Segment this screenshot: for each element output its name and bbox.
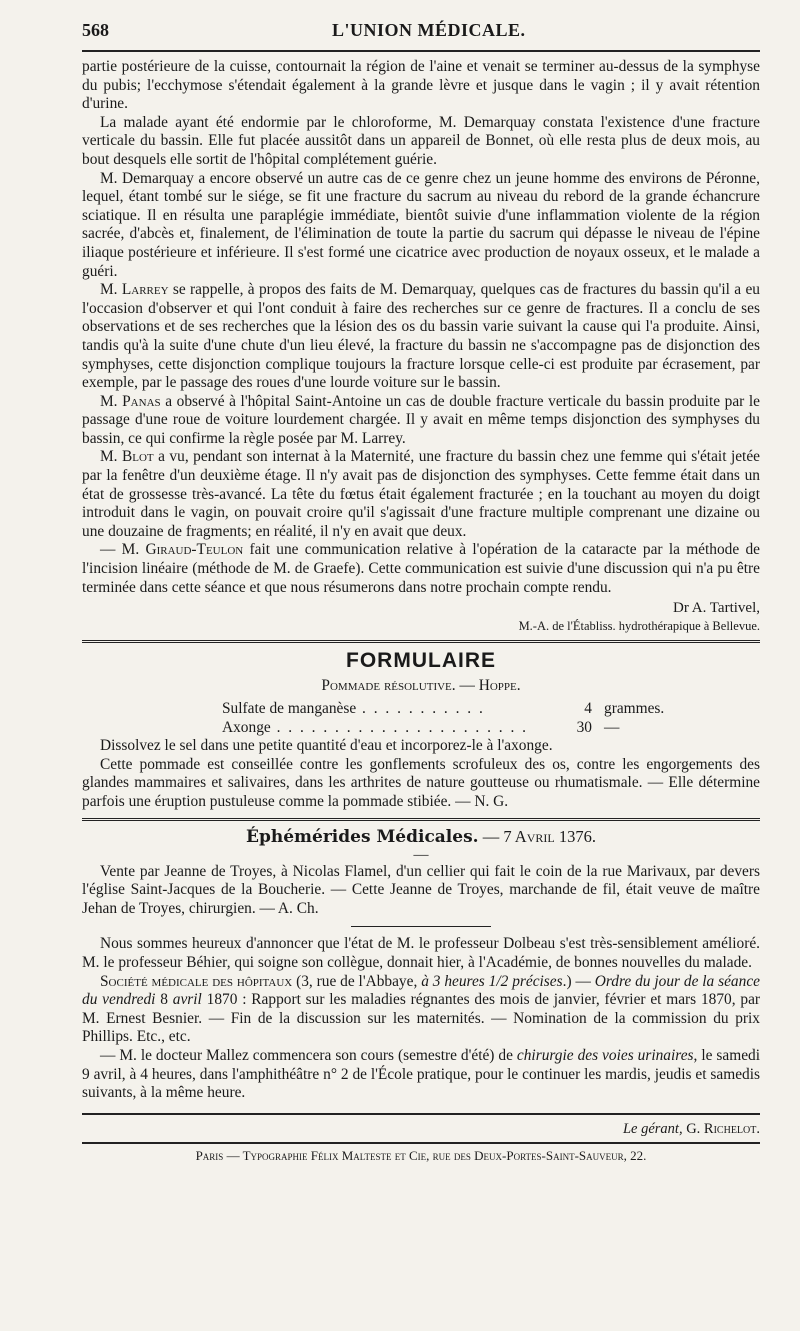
running-title: L'UNION MÉDICALE. xyxy=(332,20,526,40)
speaker-name: M. Giraud-Teulon xyxy=(121,541,244,559)
paragraph-blot xyxy=(82,448,760,541)
ingredient-row xyxy=(82,699,760,718)
news-mallez xyxy=(82,1047,760,1103)
formulaire-instructions: Dissolvez le sel dans une petite quantité d'eau et incorporez-le à l'axonge. xyxy=(100,737,553,755)
footer-rule-2 xyxy=(82,1142,760,1144)
recipe-title: Pommade résolutive. — Hoppe. xyxy=(321,677,521,695)
paragraph-2: La malade ayant été endormie par le chloroforme, M. Demarquay constata l'existence d'une fracture verticale du bassin. Elle fut placée aussitôt dans un appareil de Bonnet, où elle resta plus de deux mois, au bout desquels elle sortit de l'hôpital complétement guérie. xyxy=(82,113,760,168)
paragraph-1: partie postérieure de la cuisse, contournait la région de l'aine et venait se terminer au-dessus de la symphyse du pubis; l'ecchymose s'étendait également à la grande lèvre et jusque dans le vagin ; il y avait rétention d'urine. xyxy=(82,58,760,113)
ingredient-unit: — xyxy=(604,719,620,737)
dash-prefix: — xyxy=(100,541,122,559)
speaker-name: M. Blot xyxy=(100,448,154,466)
societe-text: 8 xyxy=(155,991,173,1009)
paragraph-larrey xyxy=(82,281,760,393)
ephemerides-text: Vente par Jeanne de Troyes, à Nicolas Flamel, d'un cellier qui fait le coin de la rue Marivaux, par devers l'église Saint-Jacques de la Boucherie. — Cette Jeanne de Troyes, marchande de fil, était veuve de maître Jehan de Troyes, chirurgien. — A. Ch. xyxy=(82,862,760,917)
gerant-line xyxy=(82,1121,760,1138)
footer-rule xyxy=(82,1113,760,1115)
ingredient-qty: 30 xyxy=(576,719,592,737)
ingredient-name: Sulfate de manganèse xyxy=(222,700,357,718)
societe-text: (3, rue de l'Abbaye, xyxy=(292,972,422,990)
news-societe xyxy=(82,973,760,1047)
societe-ordre: Ordre du jour de la séance du vendredi xyxy=(82,972,760,1009)
short-rule xyxy=(351,926,491,927)
formulaire-title: FORMULAIRE xyxy=(346,649,496,673)
signature-name: Dr A. Tartivel, xyxy=(673,600,760,617)
ephemerides-dash: — xyxy=(413,846,429,863)
signature-title: M.-A. de l'Établiss. hydrothérapique à Bellevue. xyxy=(518,619,760,634)
ingredient-name: Axonge xyxy=(222,719,271,737)
speaker-text: a observé à l'hôpital Saint-Antoine un cas de double fracture verticale du bassin produite par le passage d'une roue de voiture lourdement chargée. Il y avait en même temps disjonction des symphyses du bassin, ce qui confirme la règle posée par M. Larrey. xyxy=(82,392,760,447)
section-rule xyxy=(82,640,760,643)
mallez-text: , le samedi 9 avril, à 4 heures, dans l'amphithéâtre n° 2 de l'École pratique, pour le continuer les mardis, jeudis et samedis suivants, à la même heure. xyxy=(82,1046,761,1102)
speaker-name: M. Panas xyxy=(100,392,161,410)
speaker-text: se rappelle, à propos des faits de M. Demarquay, quelques cas de fractures du bassin qu'il a eu l'occasion d'observer et qui l'ont conduit à faire des recherches sur ce genre de fractures. Il a conclu de ses observations et de ses recherches que la lésion des os du bassin varie suivant la cause qui l'a produite. Ainsi, tandis qu'à la suite d'une chute d'un lieu élevé, la fracture du bassin ne s'accompagne pas de disjonction des symphyses, cette disjonction complique toujours la fracture lorsque celle-ci est produite par écrasement, par exemple, par le passage des roues d'une lourde voiture sur le bassin. xyxy=(82,281,760,392)
ingredient-qty: 4 xyxy=(584,700,592,718)
societe-text: 1870 : Rapport sur les maladies régnantes des mois de janvier, février et mars 1870, par M. Ernest Besnier. — Fin de la discussion sur les maternités. — Nomination de la commission du prix Phillips. Etc., etc. xyxy=(82,991,761,1046)
formulaire-note: Cette pommade est conseillée contre les gonflements scrofuleux des os, contre les engorgements des glandes mammaires et salivaires, dans les arthrites de nature goutteuse ou rhumatismale. — Elle détermine parfois une éruption pustuleuse comme la pommade stibiée. — N. G. xyxy=(82,755,760,810)
ingredient-dots: . . . . . . . . . . . . . . . . . . . . . . xyxy=(270,719,529,737)
ingredient-row xyxy=(82,718,760,737)
societe-text: .) — xyxy=(562,972,595,990)
speaker-name: M. Larrey xyxy=(100,281,169,299)
ephemerides-title xyxy=(82,827,760,847)
ephemerides-heading: Éphémérides Médicales. xyxy=(246,826,479,847)
ingredient-unit: grammes. xyxy=(604,700,665,718)
speaker-text: a vu, pendant son internat à la Maternité, une fracture du bassin chez une femme qui s'était jetée par la fenêtre d'un deuxième étage. Il n'y avait pas de disjonction des symphyses. Cette femme était dans un état de grossesse très-avancé. La tête du fœtus était également fracturée ; en la touchant au moyen du doigt introduit dans le vagin, on pouvait croire qu'il s'agissait d'une fracture multiple comprenant une dizaine ou une douzaine de fragments; en réalité, il n'y en avait que deux. xyxy=(82,448,760,540)
gerant-name: G. Richelot. xyxy=(682,1120,760,1137)
ingredient-dots: . . . . . . . . . . . xyxy=(356,700,485,718)
mallez-italic: chirurgie des voies urinaires xyxy=(516,1046,694,1064)
societe-name: Société médicale des hôpitaux xyxy=(100,972,293,990)
societe-time: à 3 heures 1/2 précises xyxy=(421,972,563,990)
paragraph-3: M. Demarquay a encore observé un autre cas de ce genre chez un jeune homme des environs de Péronne, lequel, étant tombé sur le siége, se fit une fracture du sacrum au niveau du rebord de la grande échancrure sciatique. Il en résulta une paraplégie immédiate, bientôt suivie d'une inflammation violente de la région sacrée, d'abcès et, finalement, de l'élimination de toute la partie du sacrum qui dépasse le niveau de l'épine iliaque postérieure et inférieure. Il s'est formé une cicatrice avec production de noyaux osseux, et le malade a guéri. xyxy=(82,169,760,280)
imprint: Paris — Typographie Félix Malteste et Cie, rue des Deux-Portes-Saint-Sauveur, 22. xyxy=(195,1147,647,1163)
societe-avril: avril xyxy=(172,991,202,1009)
paragraph-panas xyxy=(82,393,760,449)
news-dolbeau: Nous sommes heureux d'annoncer que l'état de M. le professeur Dolbeau s'est très-sensiblement amélioré. M. le professeur Béhier, qui soigne son collègue, donnait hier, à l'Académie, de bonnes nouvelles du malade. xyxy=(82,935,760,971)
paragraph-giraud xyxy=(82,541,760,597)
page-header xyxy=(82,14,760,44)
section-rule xyxy=(82,818,760,821)
mallez-text: — M. le docteur Mallez commencera son cours (semestre d'été) de xyxy=(100,1046,517,1064)
ephemerides-date: — 7 Avril 1376. xyxy=(478,826,596,846)
header-rule xyxy=(82,50,760,52)
gerant-label: Le gérant, xyxy=(622,1120,683,1137)
speaker-text: fait une communication relative à l'opération de la cataracte par la méthode de l'incision linéaire (méthode de M. de Graefe). Cette communication est suivie d'une discussion qui n'a pu être terminée dans cette séance et que nous résumerons dans notre prochain compte rendu. xyxy=(82,541,760,596)
page-number: 568 xyxy=(82,20,109,40)
